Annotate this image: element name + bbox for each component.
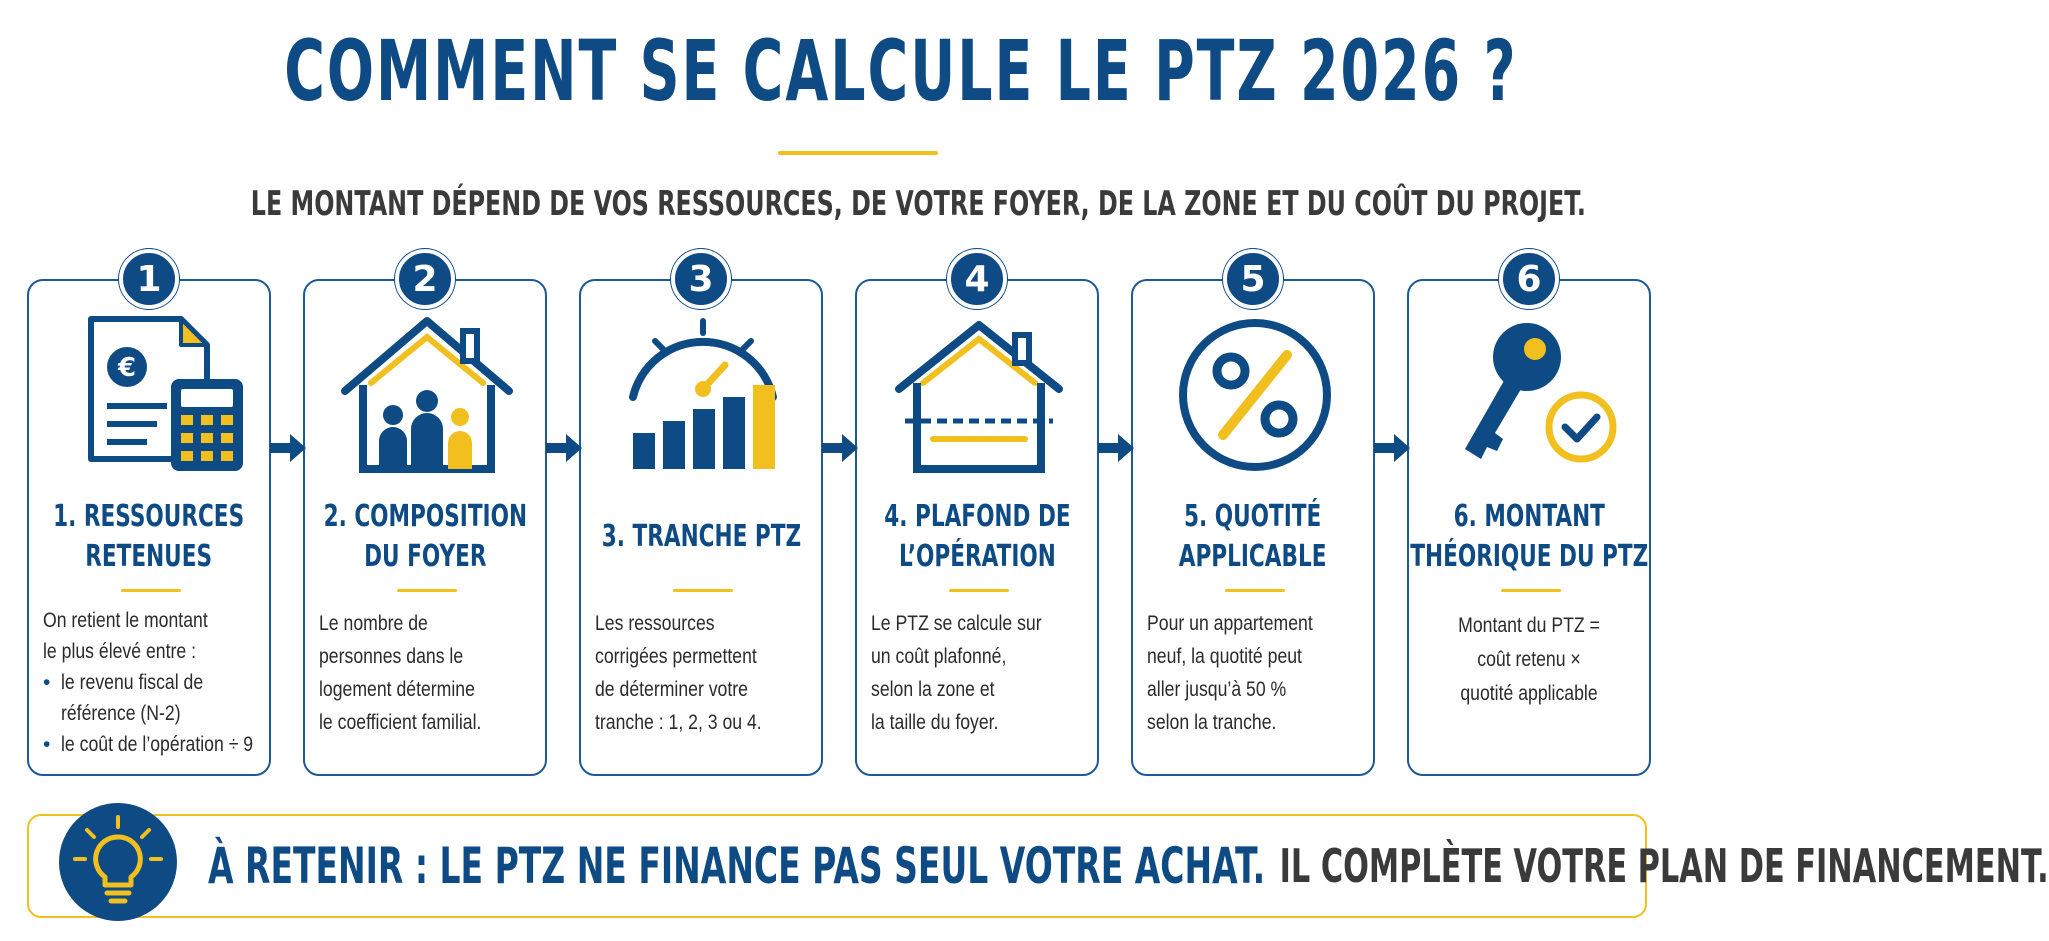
reminder-highlight: À RETENIR : LE PTZ NE FINANCE PAS SEUL VOTRE ACHAT.	[208, 837, 1266, 895]
step-underline-1	[121, 589, 181, 592]
page-subtitle: LE MONTANT DÉPEND DE VOS RESSOURCES, DE VOTRE FOYER, DE LA ZONE ET DU COÛT DU PROJET.	[250, 184, 1586, 224]
reminder-rest: IL COMPLÈTE VOTRE PLAN DE FINANCEMENT.	[1279, 839, 2049, 893]
arrow-right-icon	[1096, 430, 1136, 466]
step-underline-5	[1225, 589, 1285, 592]
gauge-bars-icon	[603, 309, 803, 479]
key-check-icon	[1431, 309, 1631, 479]
step-card-4	[855, 279, 1099, 776]
step-number-3: 3	[671, 249, 731, 309]
step-underline-6	[1501, 589, 1561, 592]
step-number-4: 4	[947, 249, 1007, 309]
document-calculator-icon	[51, 309, 251, 479]
step-desc-2: Le nombre de personnes dans le logement détermine le coefficient familial.	[319, 612, 482, 734]
step-desc-6: Montant du PTZ = coût retenu × quotité applicable	[1458, 614, 1600, 705]
step-underline-3	[673, 589, 733, 592]
bullet-item: • le coût de l’opération ÷ 9	[43, 729, 259, 760]
step-number-1: 1	[119, 249, 179, 309]
title-underline	[778, 151, 938, 155]
house-family-icon	[327, 309, 527, 479]
svg-text:€: €	[117, 353, 137, 383]
page-title: COMMENT SE CALCULE LE PTZ 2026 ?	[284, 22, 1518, 120]
step-number-6: 6	[1499, 249, 1559, 309]
step-card-5	[1131, 279, 1375, 776]
step-title-1: 1. RESSOURCES RETENUES	[53, 499, 245, 574]
arrow-right-icon	[268, 430, 308, 466]
step-card-2	[303, 279, 547, 776]
step-card-3	[579, 279, 823, 776]
bullet-item: • le revenu fiscal de référence (N-2)	[43, 667, 259, 729]
step-underline-4	[949, 589, 1009, 592]
reminder-text	[208, 828, 2049, 904]
step-desc-4: Le PTZ se calcule sur un coût plafonné, selon la zone et la taille du foyer.	[871, 612, 1042, 734]
step-desc-5: Pour un appartement neuf, la quotité peut aller jusqu’à 50 % selon la tranche.	[1147, 612, 1313, 734]
arrow-right-icon	[1372, 430, 1412, 466]
step-title-4: 4. PLAFOND DE L’OPÉRATION	[883, 499, 1071, 574]
step-number-5: 5	[1223, 249, 1283, 309]
step-number-2: 2	[395, 249, 455, 309]
step-card-6	[1407, 279, 1651, 776]
step-title-3: 3. TRANCHE PTZ	[601, 519, 801, 554]
lightbulb-icon	[59, 803, 177, 921]
step-desc-3: Les ressources corrigées permettent de déterminer votre tranche : 1, 2, 3 ou 4.	[595, 612, 762, 734]
step-underline-2	[397, 589, 457, 592]
arrow-right-icon	[544, 430, 584, 466]
step-title-5: 5. QUOTITÉ APPLICABLE	[1179, 499, 1327, 574]
arrow-right-icon	[820, 430, 860, 466]
house-ceiling-icon	[879, 309, 1079, 479]
step-card-1	[27, 279, 271, 776]
step-title-6: 6. MONTANT THÉORIQUE DU PTZ	[1410, 499, 1649, 574]
step-desc-1: On retient le montant le plus élevé entre : • le revenu fiscal de référence (N-2) • le coût de l’opération ÷ 9	[43, 605, 259, 760]
percent-icon	[1155, 309, 1355, 479]
step-title-2: 2. COMPOSITION DU FOYER	[323, 499, 527, 574]
